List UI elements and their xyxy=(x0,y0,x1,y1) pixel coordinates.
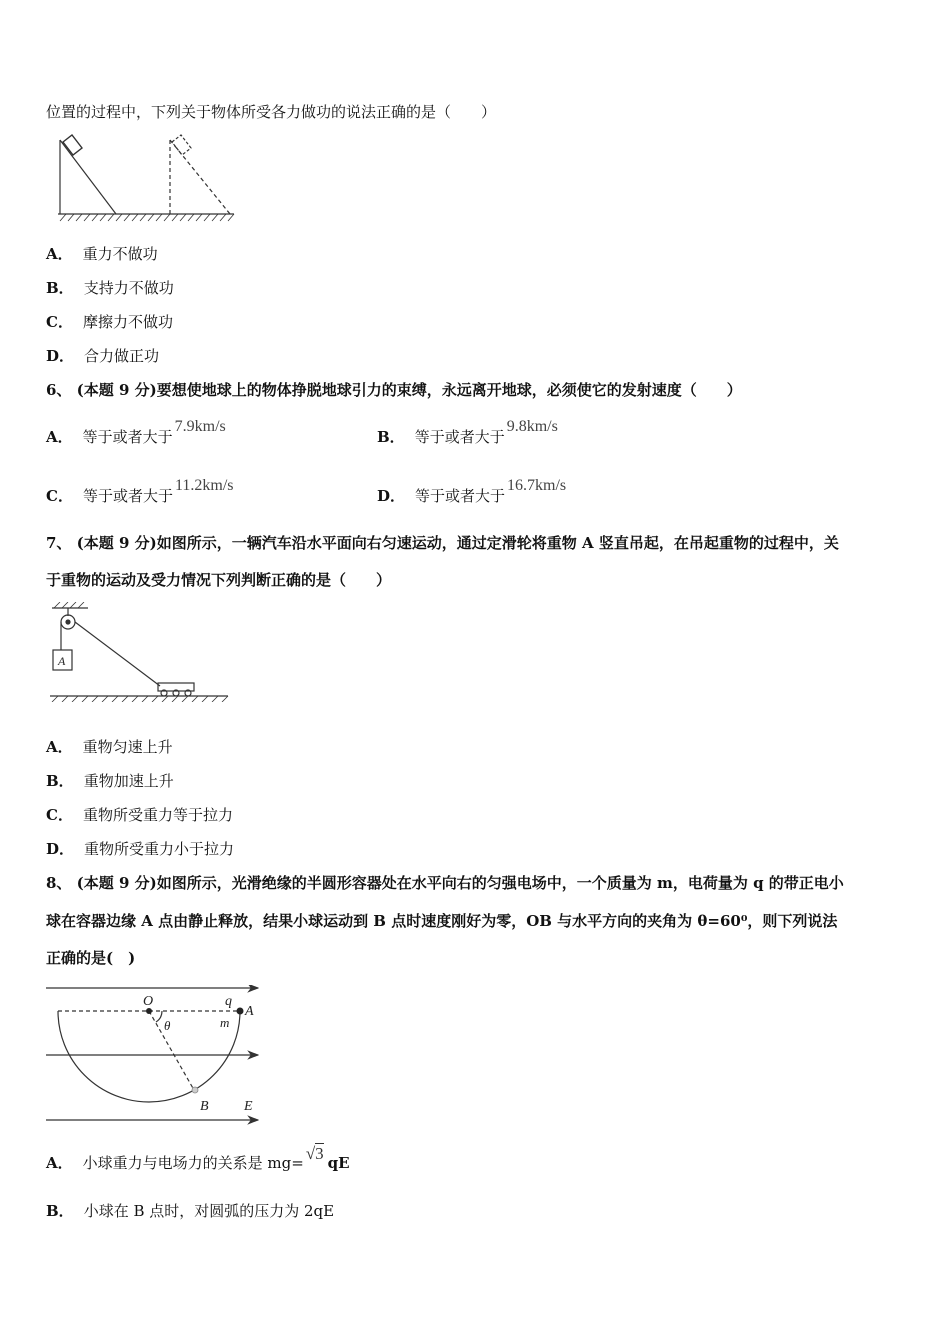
q5-option-a[interactable]: A． 重力不做功 xyxy=(46,245,158,263)
q5-option-c[interactable]: C． 摩擦力不做功 xyxy=(46,313,173,331)
sqrt-symbol: √3 xyxy=(305,1144,324,1163)
q5-incline-figure xyxy=(52,132,252,227)
q8-stem-line2: 球在容器边缘 A 点由静止释放，结果小球运动到 B 点时速度刚好为零，OB 与水平方向的夹角为 θ=60⁰，则下列说法 xyxy=(46,912,838,930)
q7-option-b[interactable]: B． 重物加速上升 xyxy=(46,772,174,790)
q8-stem-line1: 8、 (本题 9 分)如图所示，光滑绝缘的半圆形容器处在水平向右的匀强电场中，一个质量为 m，电荷量为 q 的带正电小 xyxy=(46,874,844,892)
q6-option-b[interactable]: B． 等于或者大于9.8km/s xyxy=(377,418,558,446)
q7-option-c[interactable]: C． 重物所受重力等于拉力 xyxy=(46,806,233,824)
q8-label-theta: θ xyxy=(164,1018,171,1033)
q8-label-e: E xyxy=(244,1099,253,1114)
q8-option-b[interactable]: B． 小球在 B 点时，对圆弧的压力为 2qE xyxy=(46,1202,335,1220)
q8-semicircle-figure xyxy=(44,985,269,1130)
q7-option-d[interactable]: D． 重物所受重力小于拉力 xyxy=(46,840,235,858)
q8-option-a[interactable]: A． 小球重力与电场力的关系是 mg= √3 qE xyxy=(46,1144,350,1172)
q7-pulley-figure xyxy=(48,602,233,702)
q7-figure-label-a: A xyxy=(58,654,66,668)
q5-option-b[interactable]: B． 支持力不做功 xyxy=(46,279,174,297)
q8-label-q: q xyxy=(225,994,232,1009)
q6-option-a[interactable]: A． 等于或者大于7.9km/s xyxy=(46,418,226,446)
q8-label-a: A xyxy=(245,1004,254,1019)
q5-stem: 位置的过程中，下列关于物体所受各力做功的说法正确的是（ ） xyxy=(46,103,497,121)
q8-label-b: B xyxy=(200,1099,209,1114)
q6-option-c[interactable]: C． 等于或者大于11.2km/s xyxy=(46,477,234,505)
q5-option-d[interactable]: D． 合力做正功 xyxy=(46,347,160,365)
q8-stem-line3: 正确的是( ) xyxy=(46,949,136,967)
q7-option-a[interactable]: A． 重物匀速上升 xyxy=(46,738,173,756)
q7-stem-line1: 7、 (本题 9 分)如图所示，一辆汽车沿水平面向右匀速运动，通过定滑轮将重物 A 竖直吊起，在吊起重物的过程中，关 xyxy=(46,534,839,552)
q8-label-o: O xyxy=(143,994,154,1009)
q6-option-d[interactable]: D． 等于或者大于16.7km/s xyxy=(377,477,567,505)
q7-stem-line2: 于重物的运动及受力情况下列判断正确的是（ ） xyxy=(46,571,392,589)
q8-label-m: m xyxy=(220,1015,230,1030)
q6-stem: 6、 (本题 9 分)要想使地球上的物体挣脱地球引力的束缚，永远离开地球，必须使它的发射速度（ ） xyxy=(46,381,742,399)
